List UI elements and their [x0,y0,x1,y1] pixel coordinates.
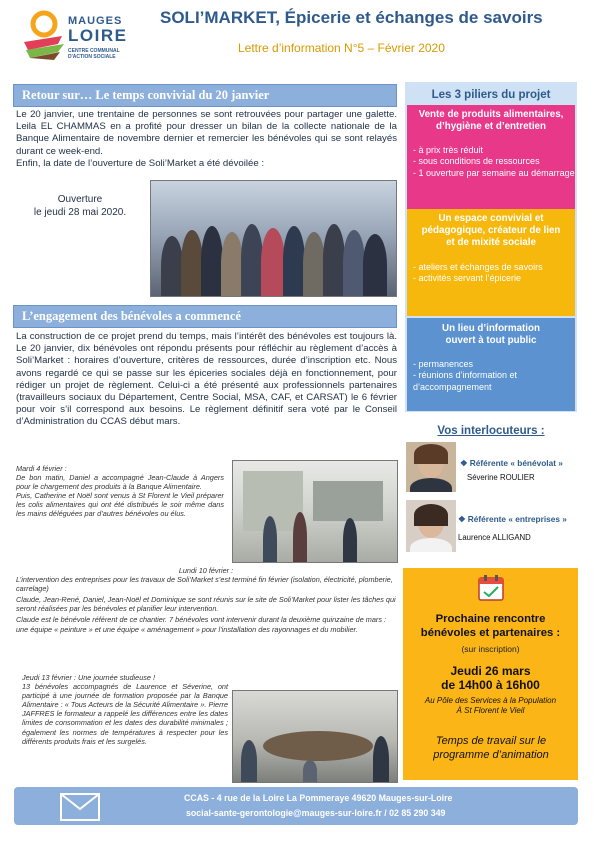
pillar-card-sales [407,105,575,209]
pillar-bullet: - activités servant l’épicerie [413,273,522,284]
pillar-bullet: - 1 ouverture par semaine au démarrage [413,167,575,178]
meeting-box [403,568,578,780]
contact-role-benevolat [460,458,563,468]
section2-paragraph: La construction de ce projet prend du temps, mais l’intérêt des bénévoles est toujours là. Le 20 janvier, dix bénévoles ont répondu présents pour réfléchir au règlement d’accès à Soli’Market : horaires d’ouverture, critères de ressources, durée d’inscription etc. Nous avons regardé ce qui se passe sur les épiceries sociales déjà en fonctionnement, pour rédiger un projet de règlement. Celui-ci a été présenté aux professionnels partenaires (travailleurs sociaux du Département, Centre Social, MSA, CAF, et CARSAT) le 6 février pour voir s’il correspond aux besoins. Le règlement définitif sera voté par le Conseil d’Administration du CCAS début mars. [16,331,397,428]
bullet-diamond-icon: ❖ [460,458,470,468]
footer-contact: social-sante-gerontologie@mauges-sur-loire.fr / 02 85 290 349 [186,808,446,818]
pillars-heading: Les 3 piliers du projet [431,89,551,101]
mardi-text2: Puis, Catherine et Noël sont venus à St Florent le Vieil préparer les colis alimentaires qui ont été distribués le soir même dans les mains déléguées par d’autres bénévoles ou élus. [16,491,224,519]
pillar-title-info: Un lieu d’information ouvert à tout public [442,323,540,346]
meeting-purpose: Temps de travail sur le programme d’animation [433,735,549,761]
contact-name-laurence: Laurence ALLIGAND [458,533,531,542]
section-heading-volunteers: L’engagement des bénévoles a commencé [13,305,397,328]
group-photo [150,180,397,297]
opening-label: Ouverture [57,194,103,205]
pillar-title-sales: Vente de produits alimentaires, d’hygiène et d’entretien [418,109,564,132]
logo-text-loire: LOIRE [68,26,128,45]
logo-text-mauges: MAUGES [68,15,123,27]
meeting-date-text: Jeudi 26 mars [450,664,531,678]
contact-photo-laurence [406,500,456,552]
pillar-title-space: Un espace convivial et pédagogique, créateur de lien et de mixité sociale [421,213,561,248]
pillar-bullet: - sous conditions de ressources [413,156,540,167]
jeudi-text: 13 bénévoles accompagnés de Laurence et Séverine, ont participé à une journée de formation proposée par la Banque Alimentaire : « Tous Acteurs de la Sécurité Alimentaire ». Pierre JAFFRES le formateur a rappelé les différences entre les dates limites de consommation et les dates des durabilité minimales ; également les normes de températures à respecter pour les différents produits frais et les surgelés. [22,682,228,746]
contact-role-text: Référente « bénévolat » [469,458,563,468]
envelope-icon [60,793,100,826]
mardi-title: Mardi 4 février : [16,464,67,473]
calendar-icon [477,574,505,607]
contact-name-severine: Séverine ROULIER [467,473,535,482]
warehouse-photo [232,460,398,563]
pillar-list-sales [407,145,575,179]
meeting-place [403,696,578,716]
lundi-text3: Claude est le bénévole référent de ce chantier. 7 bénévoles vont intervenir durant la deuxième quinzaine de mars : une équipe « peinture » et une équipe « aménagement » pour l’installation des rayonnages et du mobilier. [16,615,387,634]
jeudi-title: Jeudi 13 février : Une journée studieuse ! [22,673,156,682]
pillar-card-space [407,209,575,316]
contact-role-entreprises [458,514,567,524]
logo-tagline: CENTRE COMMUNAL D'ACTION SOCIALE [68,48,120,60]
pillar-bullet: - ateliers et échanges de savoirs [413,262,543,272]
contact-role-text: Référente « entreprises » [467,514,567,524]
footer-bar [14,787,578,825]
section-heading-convivial: Retour sur… Le temps convivial du 20 janvier [13,84,397,107]
pillar-bullet: - réunions d’information et d’accompagnement [413,370,518,392]
lundi-text1: L’intervention des entreprises pour les travaux de Soli’Market s’est terminé fin février (isolation, électricité, plomberie, carrelage) [16,575,393,594]
logo-mark-icon [22,8,68,64]
meeting-place-line: À St Florent le Vieil [456,706,525,715]
meeting-note: (sur inscription) [461,644,520,654]
jeudi-block [22,673,228,746]
pillar-list-space [407,262,575,285]
ccas-logo [22,8,142,70]
meeting-time-text: de 14h00 à 16h00 [441,678,540,692]
pillar-list-info [407,359,575,393]
pillar-bullet: - permanences [413,359,474,369]
training-photo [232,690,398,783]
mardi-text1: De bon matin, Daniel a accompagné Jean-Claude à Angers pour le chargement des produits à la Banque Alimentaire. [16,473,224,492]
footer-address: CCAS - 4 rue de la Loire La Pommeraye 49620 Mauges-sur-Loire [184,793,453,803]
newsletter-subtitle: Lettre d’information N°5 – Février 2020 [238,41,445,55]
section1-text2: Enfin, la date de l’ouverture de Soli’Market a été dévoilée : [16,157,264,169]
section1-text: Le 20 janvier, une trentaine de personnes se sont retrouvées pour partager une galette. Leila EL CHAMMAS en a profité pour dresser un bilan de la collecte nationale de la Banque Alimentaire de novembre dernier et remercier les bénévoles qui se sont relayés durant ce week-end. [16,109,397,157]
mardi-block [16,464,224,519]
contact-photo-severine [406,442,456,492]
opening-date [16,193,144,219]
lundi-text2: Claude, Jean-René, Daniel, Jean-Noël et Dominique se sont réunis sur le site de Soli’Market pour lister les tâches qui seront réalisées par les bénévoles et planifier leur intervention. [16,595,396,614]
meeting-title: Prochaine rencontre bénévoles et partenaires : [420,613,561,639]
lundi-title: Lundi 10 février : [178,566,234,575]
bullet-diamond-icon: ❖ [458,514,468,524]
opening-date-text: le jeudi 28 mai 2020. [33,207,127,218]
meeting-date [403,664,578,692]
lundi-block [16,566,396,634]
newsletter-title: SOLI’MARKET, Épicerie et échanges de savoirs [160,8,543,27]
meeting-place-line: Au Pôle des Services à la Population [424,696,557,705]
pillar-card-info [407,318,575,411]
section1-paragraph [16,109,397,170]
pillar-bullet: - à prix très réduit [413,145,484,155]
contacts-heading: Vos interlocuteurs : [437,425,545,437]
